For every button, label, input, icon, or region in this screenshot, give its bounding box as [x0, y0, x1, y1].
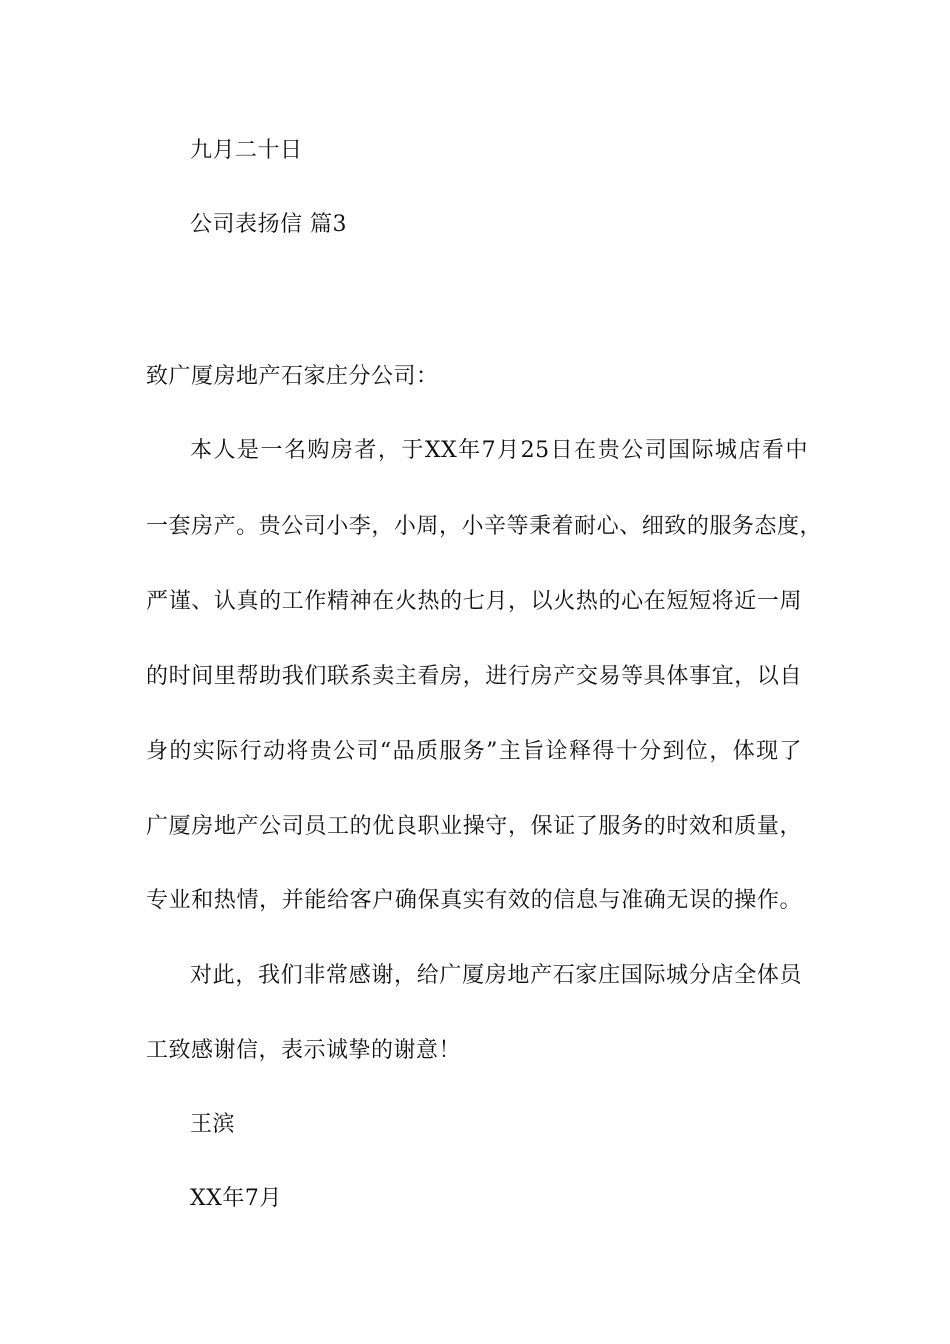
- body-paragraph-1-line-3: 严谨、认真的工作精神在火热的七月，以火热的心在短短将近一周: [146, 589, 802, 614]
- section-heading: 公司表扬信 篇3: [190, 212, 347, 237]
- date-line: 九月二十日: [190, 138, 303, 163]
- salutation: 致广厦房地产石家庄分公司：: [146, 364, 439, 389]
- body-paragraph-1-line-5: 身的实际行动将贵公司“品质服务”主旨诠释得十分到位，体现了: [146, 739, 802, 764]
- body-paragraph-1-line-6: 广厦房地产公司员工的优良职业操守，保证了服务的时效和质量，: [146, 814, 802, 839]
- signature-date: XX年7月: [190, 1186, 282, 1211]
- body-paragraph-1-line-1: 本人是一名购房者，于XX年7月25日在贵公司国际城店看中: [190, 438, 808, 463]
- body-paragraph-2-line-1: 对此，我们非常感谢，给广厦房地产石家庄国际城分店全体员: [190, 963, 802, 988]
- body-paragraph-1-line-2: 一套房产。贵公司小李，小周，小辛等秉着耐心、细致的服务态度，: [146, 514, 822, 539]
- body-paragraph-1-line-7: 专业和热情，并能给客户确保真实有效的信息与准确无误的操作。: [146, 888, 802, 913]
- body-paragraph-1-line-4: 的时间里帮助我们联系卖主看房，进行房产交易等具体事宜，以自: [146, 664, 802, 689]
- body-paragraph-2-line-2: 工致感谢信，表示诚挚的谢意！: [146, 1038, 462, 1063]
- signature-name: 王滨: [190, 1112, 236, 1137]
